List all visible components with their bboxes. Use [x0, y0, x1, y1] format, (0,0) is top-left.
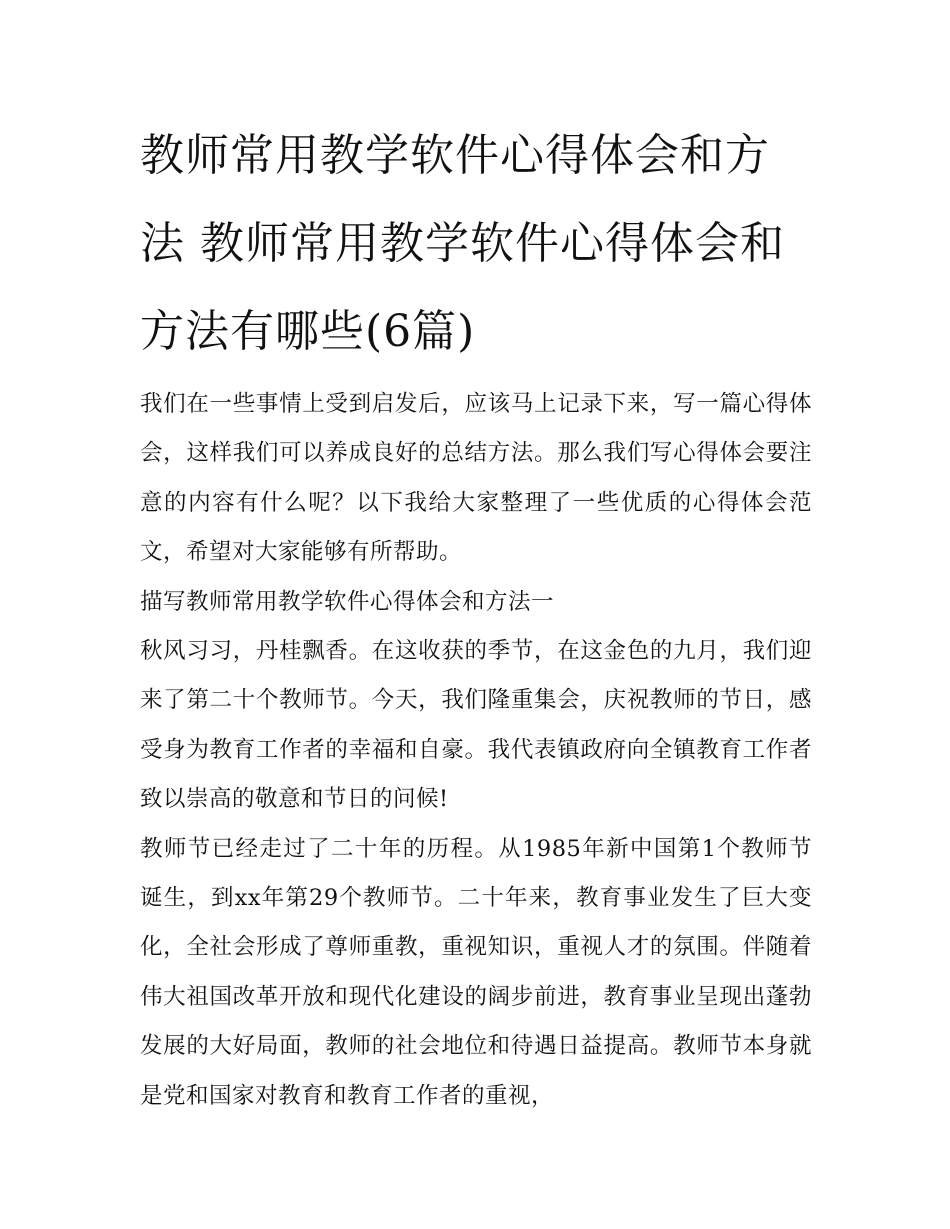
body-paragraph: 秋风习习，丹桂飘香。在这收获的季节，在这金色的九月，我们迎来了第二十个教师节。今天，我们隆重集会，庆祝教师的节日，感受身为教育工作者的幸福和自豪。我代表镇政府向全镇教育工作者致以崇高的敬意和节日的问候! — [140, 638, 812, 813]
document-title: 教师常用教学软件心得体会和方法 教师常用教学软件心得体会和方法有哪些(6篇) — [140, 130, 785, 357]
intro-paragraph: 我们在一些事情上受到启发后，应该马上记录下来，写一篇心得体会，这样我们可以养成良好的总结方法。那么我们写心得体会要注意的内容有什么呢？以下我给大家整理了一些优质的心得体会范文，希望对大家能够有所帮助。 — [140, 391, 812, 566]
document-body — [140, 380, 812, 1121]
section-heading: 描写教师常用教学软件心得体会和方法一 — [140, 588, 555, 615]
body-paragraph: 教师节已经走过了二十年的历程。从1985年新中国第1个教师节诞生，到xx年第29个教师节。二十年来，教育事业发生了巨大变化，全社会形成了尊师重教，重视知识，重视人才的氛围。伴随着伟大祖国改革开放和现代化建设的阔步前进，教育事业呈现出蓬勃发展的大好局面，教师的社会地位和待遇日益提高。教师节本身就是党和国家对教育和教育工作者的重视， — [140, 835, 812, 1109]
document-page — [140, 112, 812, 1121]
